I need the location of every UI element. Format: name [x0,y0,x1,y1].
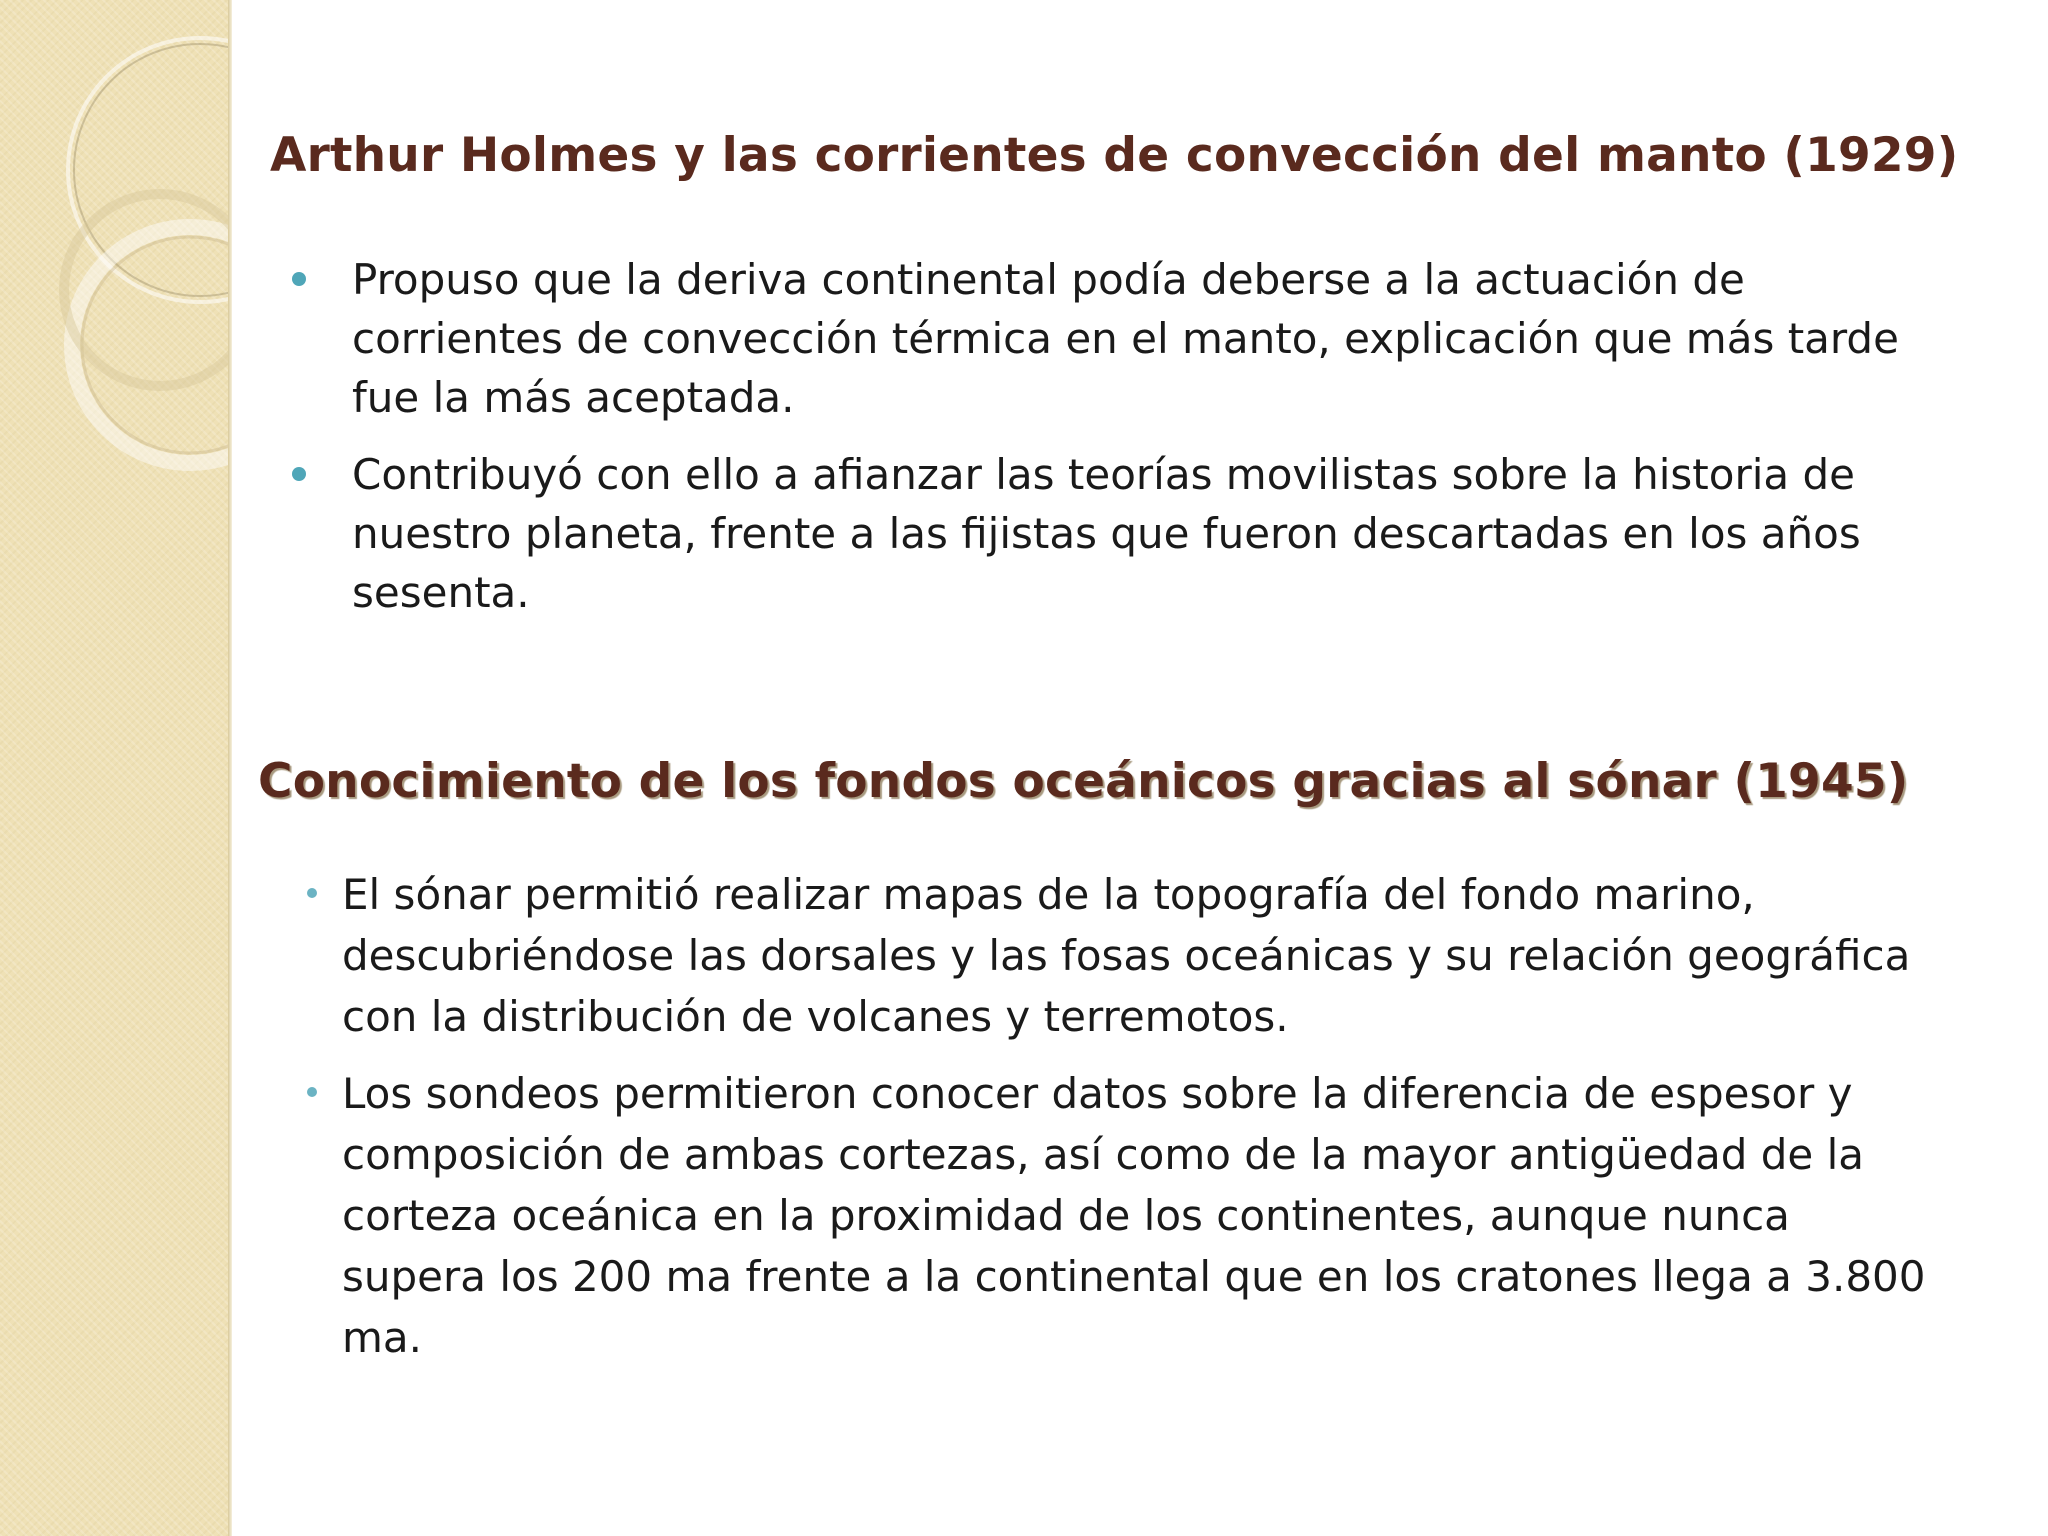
bullet-list-sonar [342,864,1932,1384]
bullet-text: Contribuyó con ello a afianzar las teorías movilistas sobre la historia de nuestro planeta, frente a las fijistas que fueron descartadas en los años sesenta. [352,450,1861,617]
decorative-rings-icon [0,0,228,1536]
list-item [342,864,1932,1047]
list-item [352,445,1912,622]
bullet-text: Propuso que la deriva continental podía deberse a la actuación de corrientes de convección térmica en el manto, explicación que más tarde fue la más aceptada. [352,255,1899,422]
bullet-list-holmes [352,250,1912,640]
bullet-icon [307,1087,317,1097]
bullet-icon [292,467,306,481]
section-title-holmes: Arthur Holmes y las corrientes de convección del manto (1929) [270,128,1959,183]
bullet-icon [292,272,306,286]
bullet-icon [307,888,317,898]
bullet-text: El sónar permitió realizar mapas de la topografía del fondo marino, descubriéndose las dorsales y las fosas oceánicas y su relación geográfica con la distribución de volcanes y terremotos. [342,870,1911,1041]
decorative-side-panel [0,0,228,1536]
side-panel-edge [228,0,232,1536]
bullet-text: Los sondeos permitieron conocer datos sobre la diferencia de espesor y composición de ambas cortezas, así como de la mayor antigüedad de la corteza oceánica en la proximidad de los continentes, aunque nunca supera los 200 ma frente a la continental que en los cratones llega a 3.800 ma. [342,1069,1926,1362]
list-item [342,1063,1932,1368]
section-title-sonar: Conocimiento de los fondos oceánicos gracias al sónar (1945) [258,754,1909,809]
list-item [352,250,1912,427]
